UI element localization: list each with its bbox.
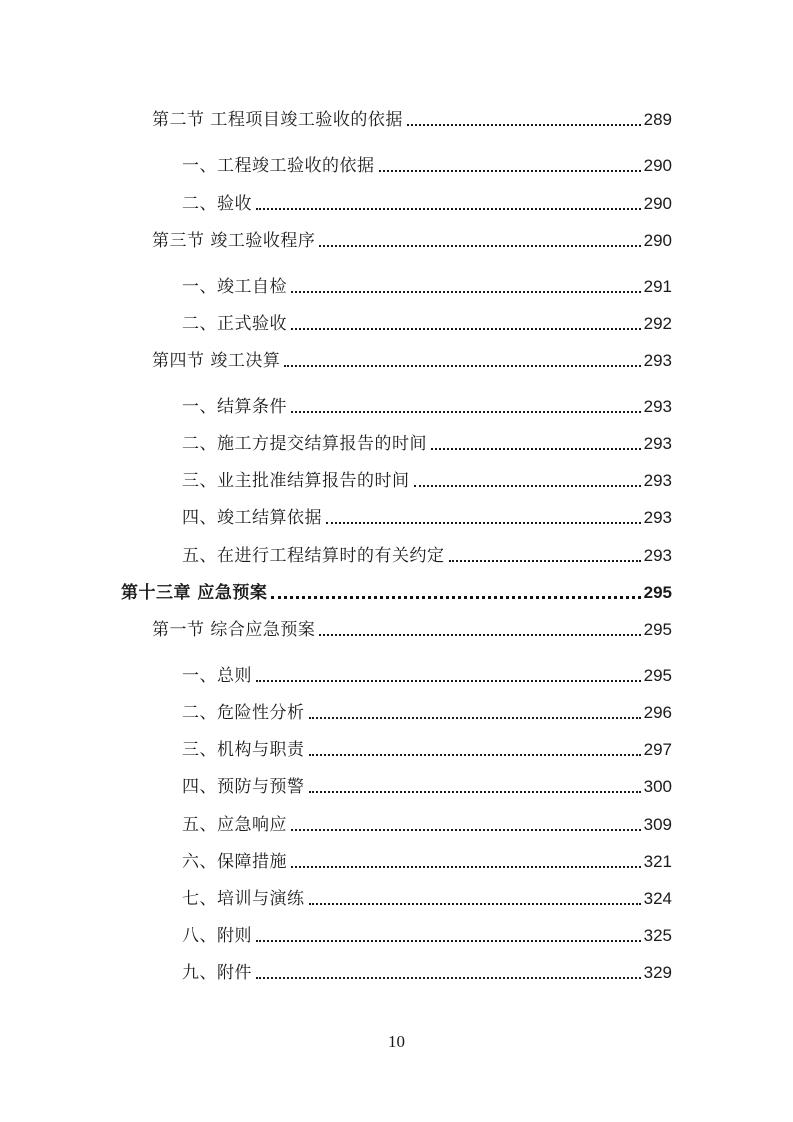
- toc-entry-page: 293: [643, 434, 672, 453]
- toc-entry[interactable]: [121, 578, 672, 604]
- dot-leader: [309, 791, 641, 793]
- toc-entry-page: 324: [643, 889, 672, 908]
- toc-entry-page: 289: [643, 110, 672, 129]
- toc-entry-label: 二、正式验收: [182, 314, 287, 334]
- toc-entry[interactable]: [152, 226, 672, 252]
- toc-entry-page: 321: [643, 852, 672, 871]
- dot-leader: [414, 485, 641, 487]
- toc-entry-page: 295: [643, 620, 672, 639]
- toc-entry-label: 一、总则: [182, 666, 252, 686]
- toc-entry[interactable]: [152, 615, 672, 641]
- toc-entry[interactable]: [182, 392, 672, 418]
- dot-leader: [291, 291, 641, 293]
- toc-entry[interactable]: [182, 309, 672, 335]
- toc-entry-label: 四、预防与预警: [182, 777, 305, 797]
- toc-entry-label: 五、在进行工程结算时的有关约定: [182, 546, 445, 566]
- dot-leader: [309, 754, 641, 756]
- toc-entry-label: 第二节 工程项目竣工验收的依据: [152, 110, 403, 130]
- dot-leader: [379, 170, 641, 172]
- toc-entry-page: 325: [643, 926, 672, 945]
- dot-leader: [449, 560, 641, 562]
- page-number: 10: [388, 1032, 405, 1051]
- dot-leader: [309, 903, 641, 905]
- toc-entry[interactable]: [182, 735, 672, 761]
- toc-entry-page: 291: [643, 277, 672, 296]
- toc-entry[interactable]: [182, 189, 672, 215]
- dot-leader: [291, 866, 641, 868]
- toc-entry-label: 二、验收: [182, 194, 252, 214]
- toc-entry[interactable]: [182, 466, 672, 492]
- toc-entry[interactable]: [152, 346, 672, 372]
- dot-leader: [256, 208, 641, 210]
- dot-leader: [284, 365, 640, 367]
- toc-entry-page: 290: [643, 194, 672, 213]
- toc-entry-label: 一、工程竣工验收的依据: [182, 156, 375, 176]
- toc-entry[interactable]: [182, 429, 672, 455]
- toc-entry-label: 二、施工方提交结算报告的时间: [182, 434, 427, 454]
- toc-entry-label: 第四节 竣工决算: [152, 351, 281, 371]
- dot-leader: [319, 634, 640, 636]
- toc-entry-page: 293: [643, 351, 672, 370]
- toc-entry-label: 一、结算条件: [182, 397, 287, 417]
- dot-leader: [256, 940, 641, 942]
- toc-entry-label: 三、机构与职责: [182, 740, 305, 760]
- toc-entry[interactable]: [182, 541, 672, 567]
- dot-leader: [309, 717, 641, 719]
- dot-leader: [407, 124, 641, 126]
- toc-entry[interactable]: [182, 661, 672, 687]
- toc-entry-label: 第十三章 应急预案: [121, 583, 268, 603]
- toc-entry-label: 三、业主批准结算报告的时间: [182, 471, 410, 491]
- toc-entry[interactable]: [182, 272, 672, 298]
- toc-entry[interactable]: [182, 921, 672, 947]
- toc-entry[interactable]: [182, 958, 672, 984]
- toc-entry-page: 290: [643, 231, 672, 250]
- toc-entry-label: 第三节 竣工验收程序: [152, 231, 316, 251]
- dot-leader: [291, 328, 641, 330]
- dot-leader: [319, 245, 640, 247]
- toc-entry-label: 九、附件: [182, 963, 252, 983]
- toc-entry-page: 296: [643, 703, 672, 722]
- toc-entry-page: 293: [643, 397, 672, 416]
- toc-entry-page: 295: [643, 666, 672, 685]
- toc-entry[interactable]: [182, 698, 672, 724]
- toc-entry-label: 二、危险性分析: [182, 703, 305, 723]
- toc-entry-label: 六、保障措施: [182, 852, 287, 872]
- toc-entry-page: 292: [643, 314, 672, 333]
- toc-entry[interactable]: [182, 151, 672, 177]
- toc-entry-label: 八、附则: [182, 926, 252, 946]
- toc-entry[interactable]: [182, 847, 672, 873]
- toc-entry-page: 293: [643, 471, 672, 490]
- dot-leader: [326, 522, 641, 524]
- toc-entry-page: 295: [643, 583, 672, 602]
- toc-entry-page: 300: [643, 777, 672, 796]
- dot-leader: [271, 596, 640, 599]
- dot-leader: [256, 977, 641, 979]
- toc-entry[interactable]: [152, 105, 672, 131]
- toc-entry[interactable]: [182, 503, 672, 529]
- toc-entry-page: 293: [643, 508, 672, 527]
- toc-entry-page: 293: [643, 546, 672, 565]
- toc-entry-page: 290: [643, 156, 672, 175]
- toc-entry[interactable]: [182, 884, 672, 910]
- dot-leader: [291, 411, 641, 413]
- toc-entry-label: 五、应急响应: [182, 815, 287, 835]
- toc-entry-label: 七、培训与演练: [182, 889, 305, 909]
- toc-entry-page: 329: [643, 963, 672, 982]
- toc-entry[interactable]: [182, 810, 672, 836]
- dot-leader: [256, 680, 641, 682]
- dot-leader: [431, 448, 641, 450]
- toc-entry-page: 309: [643, 815, 672, 834]
- toc-entry-page: 297: [643, 740, 672, 759]
- toc-entry-label: 第一节 综合应急预案: [152, 620, 316, 640]
- toc-entry[interactable]: [182, 772, 672, 798]
- dot-leader: [291, 829, 641, 831]
- toc-entry-label: 四、竣工结算依据: [182, 508, 322, 528]
- toc-entry-label: 一、竣工自检: [182, 277, 287, 297]
